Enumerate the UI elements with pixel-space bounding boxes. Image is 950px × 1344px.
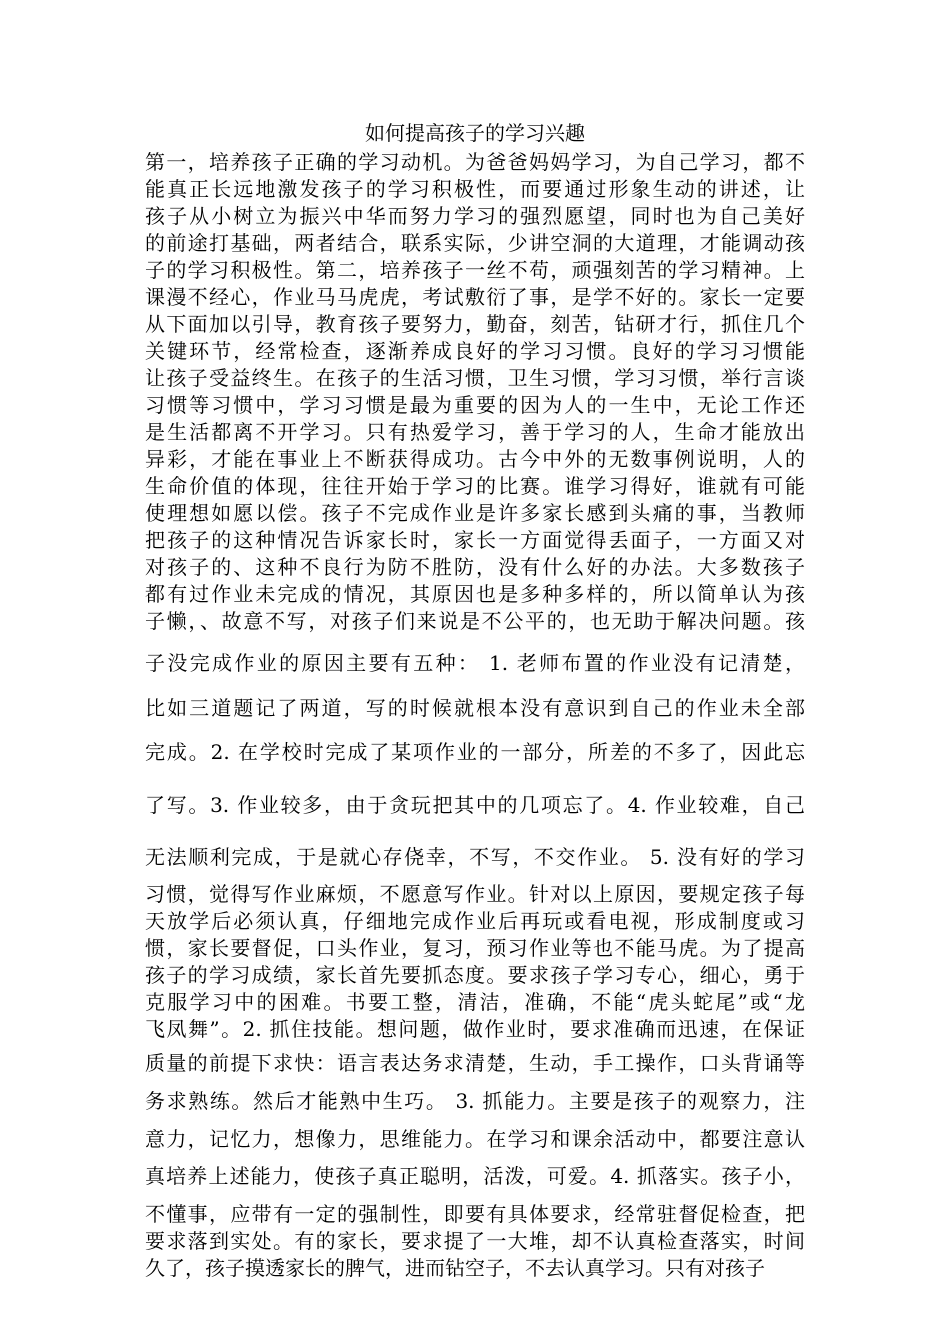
document-title: 如何提高孩子的学习兴趣 (365, 121, 585, 145)
body-line: 对孩子的、这种不良行为防不胜防，没有什么好的办法。大多数孩子 (145, 555, 805, 579)
body-line: 飞凤舞”。2. 抓住技能。想问题，做作业时，要求准确而迅速，在保证 (145, 1017, 805, 1041)
body-line: 把孩子的这种情况告诉家长时，家长一方面觉得丢面子，一方面又对 (145, 528, 805, 552)
body-line: 孩子的学习成绩，家长首先要抓态度。要求孩子学习专心，细心，勇于 (145, 963, 805, 987)
body-line: 真培养上述能力，使孩子真正聪明，活泼，可爱。4. 抓落实。孩子小， (145, 1164, 805, 1188)
body-line: 使理想如愿以偿。孩子不完成作业是许多家长感到头痛的事，当教师 (145, 501, 805, 525)
body-line: 意力，记忆力，想像力，思维能力。在学习和课余活动中，都要注意认 (145, 1127, 805, 1151)
body-line: 子没完成作业的原因主要有五种： 1. 老师布置的作业没有记清楚， (145, 651, 805, 675)
body-line: 质量的前提下求快：语言表达务求清楚，生动，手工操作，口头背诵等 (145, 1051, 805, 1075)
body-line: 生命价值的体现，往往开始于学习的比赛。谁学习得好，谁就有可能 (145, 474, 805, 498)
body-line: 第一，培养孩子正确的学习动机。为爸爸妈妈学习，为自己学习，都不 (145, 150, 805, 174)
body-line: 让孩子受益终生。在孩子的生活习惯，卫生习惯，学习习惯，举行言谈 (145, 366, 805, 390)
body-line: 习惯等习惯中，学习习惯是最为重要的因为人的一生中，无论工作还 (145, 393, 805, 417)
body-line: 完成。2. 在学校时完成了某项作业的一部分，所差的不多了，因此忘 (145, 740, 805, 764)
body-line: 习惯，觉得写作业麻烦，不愿意写作业。针对以上原因，要规定孩子每 (145, 882, 805, 906)
body-line: 无法顺利完成，于是就心存侥幸，不写，不交作业。 5. 没有好的学习 (145, 845, 805, 869)
body-line: 惯，家长要督促，口头作业，复习，预习作业等也不能马虎。为了提高 (145, 936, 805, 960)
body-line: 了写。3. 作业较多，由于贪玩把其中的几项忘了。4. 作业较难，自己 (145, 793, 805, 817)
body-line: 异彩，才能在事业上不断获得成功。古今中外的无数事例说明，人的 (145, 447, 805, 471)
body-line: 孩子从小树立为振兴中华而努力学习的强烈愿望，同时也为自己美好 (145, 204, 805, 228)
body-line: 天放学后必须认真，仔细地完成作业后再玩或看电视，形成制度或习 (145, 909, 805, 933)
body-line: 的前途打基础，两者结合，联系实际，少讲空洞的大道理，才能调动孩 (145, 231, 805, 255)
body-line: 不懂事，应带有一定的强制性，即要有具体要求，经常驻督促检查，把 (145, 1202, 805, 1226)
body-line: 都有过作业未完成的情况，其原因也是多种多样的，所以简单认为孩 (145, 582, 805, 606)
body-line: 子的学习积极性。第二，培养孩子一丝不苟，顽强刻苦的学习精神。上 (145, 258, 805, 282)
body-line: 久了，孩子摸透家长的脾气，进而钻空子，不去认真学习。只有对孩子 (145, 1256, 765, 1280)
body-line: 关键环节，经常检查，逐渐养成良好的学习习惯。良好的学习习惯能 (145, 339, 805, 363)
body-line: 是生活都离不开学习。只有热爱学习，善于学习的人，生命才能放出 (145, 420, 805, 444)
body-line: 课漫不经心，作业马马虎虎，考试敷衍了事，是学不好的。家长一定要 (145, 285, 805, 309)
body-line: 要求落到实处。有的家长，要求提了一大堆，却不认真检查落实，时间 (145, 1229, 805, 1253)
body-line: 能真正长远地激发孩子的学习积极性，而要通过形象生动的讲述，让 (145, 177, 805, 201)
body-line: 比如三道题记了两道，写的时候就根本没有意识到自己的作业未全部 (145, 696, 805, 720)
body-line: 务求熟练。然后才能熟中生巧。 3. 抓能力。主要是孩子的观察力，注 (145, 1089, 805, 1113)
body-line: 子懒，、故意不写，对孩子们来说是不公平的，也无助于解决问题。孩 (145, 609, 805, 633)
body-line: 从下面加以引导，教育孩子要努力，勤奋，刻苦，钻研才行，抓住几个 (145, 312, 805, 336)
body-line: 克服学习中的困难。书要工整，清洁，准确，不能“虎头蛇尾”或“龙 (145, 990, 805, 1014)
